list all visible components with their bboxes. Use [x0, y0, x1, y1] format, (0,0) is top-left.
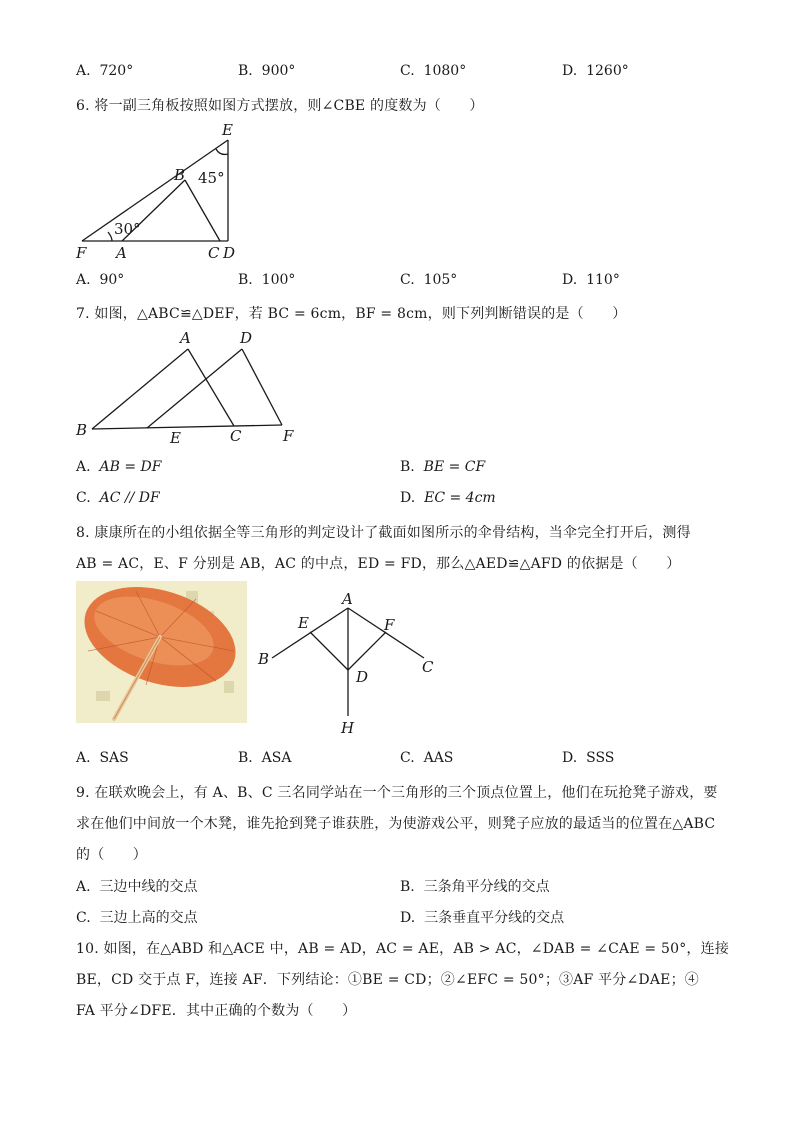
q10-stem-line1: 10. 如图，在△ABD 和△ACE 中，AB = AD，AC = AE，AB > AC，∠DAB = ∠CAE = 50°，连接: [76, 941, 730, 957]
q6-label-f: F: [76, 244, 87, 262]
q9-stem-line3: 的（ ）: [76, 847, 147, 863]
q7-label-e: E: [170, 429, 181, 447]
q8-label-f: F: [384, 616, 395, 634]
q6-label-a: A: [116, 244, 127, 262]
q6-label-e: E: [222, 121, 233, 139]
q8-label-d: D: [356, 668, 369, 686]
q5-option-b: B. 900°: [238, 63, 296, 79]
q8-option-d: D. SSS: [562, 750, 615, 766]
q8-label-b: B: [258, 650, 270, 668]
q7-label-d: D: [240, 329, 253, 347]
q7-option-c: C. AC // DF: [76, 490, 160, 506]
q8-label-e: E: [298, 614, 309, 632]
q8-figure: [252, 588, 442, 738]
q7-line-ba: [92, 349, 188, 429]
q7-figure: [70, 325, 310, 450]
q7-line-df: [242, 349, 282, 425]
q8-line-fd: [348, 632, 386, 670]
q7-label-b: B: [76, 421, 88, 439]
q6-label-d: D: [223, 244, 236, 262]
q7-stem: 7. 如图，△ABC≌△DEF，若 BC = 6cm，BF = 8cm，则下列判断错误的是（ ）: [76, 306, 627, 322]
q8-label-h: H: [341, 719, 355, 737]
q8-stem-line2: AB = AC，E、F 分别是 AB，AC 的中点，ED = FD，那么△AED≌△AFD 的依据是（ ）: [76, 556, 681, 572]
q9-stem-line2: 求在他们中间放一个木凳，谁先抢到凳子谁获胜，为使游戏公平，则凳子应放的最适当的位置在△ABC: [76, 816, 716, 832]
q8-option-b: B. ASA: [238, 750, 292, 766]
q6-label-b: B: [174, 166, 186, 184]
q8-label-a: A: [342, 590, 353, 608]
q6-option-a: A. 90°: [76, 272, 125, 288]
q6-figure: [70, 118, 250, 268]
q8-option-c: C. AAS: [400, 750, 454, 766]
q9-option-c: C. 三边上高的交点: [76, 910, 198, 926]
q6-angle-f-arc: [108, 232, 112, 241]
q9-option-d: D. 三条垂直平分线的交点: [400, 910, 565, 926]
q7-option-d: D. EC = 4cm: [400, 490, 496, 506]
q8-line-ab: [272, 608, 348, 658]
q6-angle-e-arc: [216, 149, 228, 154]
q10-stem-line2: BE，CD 交于点 F，连接 AF．下列结论：①BE = CD；②∠EFC = 50°；③AF 平分∠DAE；④: [76, 972, 699, 988]
q6-label-c: C: [208, 244, 220, 262]
q6-angle-30: 30°: [114, 220, 141, 238]
q9-option-a: A. 三边中线的交点: [76, 879, 198, 895]
q7-label-c: C: [230, 427, 242, 445]
q9-stem-line1: 9. 在联欢晚会上，有 A、B、C 三名同学站在一个三角形的三个顶点位置上，他们在玩抢凳子游戏，要: [76, 785, 718, 801]
q8-stem-line1: 8. 康康所在的小组依据全等三角形的判定设计了截面如图所示的伞骨结构，当伞完全打开后，测得: [76, 525, 691, 541]
q10-stem-line3: FA 平分∠DFE．其中正确的个数为（ ）: [76, 1003, 357, 1019]
q7-label-a: A: [180, 329, 191, 347]
q8-line-ed: [310, 632, 348, 670]
q6-angle-45: 45°: [198, 169, 225, 187]
q7-label-f: F: [283, 427, 294, 445]
q5-option-d: D. 1260°: [562, 63, 629, 79]
q6-line-bc: [185, 180, 220, 241]
q7-option-a: A. AB = DF: [76, 459, 162, 475]
q5-option-c: C. 1080°: [400, 63, 467, 79]
q6-option-d: D. 110°: [562, 272, 620, 288]
q6-option-c: C. 105°: [400, 272, 458, 288]
q8-umbrella-photo: [76, 581, 247, 723]
q6-option-b: B. 100°: [238, 272, 296, 288]
q8-option-a: A. SAS: [76, 750, 129, 766]
q8-label-c: C: [422, 658, 434, 676]
q7-option-b: B. BE = CF: [400, 459, 486, 475]
q7-line-bf: [92, 425, 282, 429]
q9-option-b: B. 三条角平分线的交点: [400, 879, 550, 895]
q6-stem: 6. 将一副三角板按照如图方式摆放，则∠CBE 的度数为（ ）: [76, 98, 484, 114]
q5-option-a: A. 720°: [76, 63, 134, 79]
q6-line-ef: [82, 140, 228, 241]
